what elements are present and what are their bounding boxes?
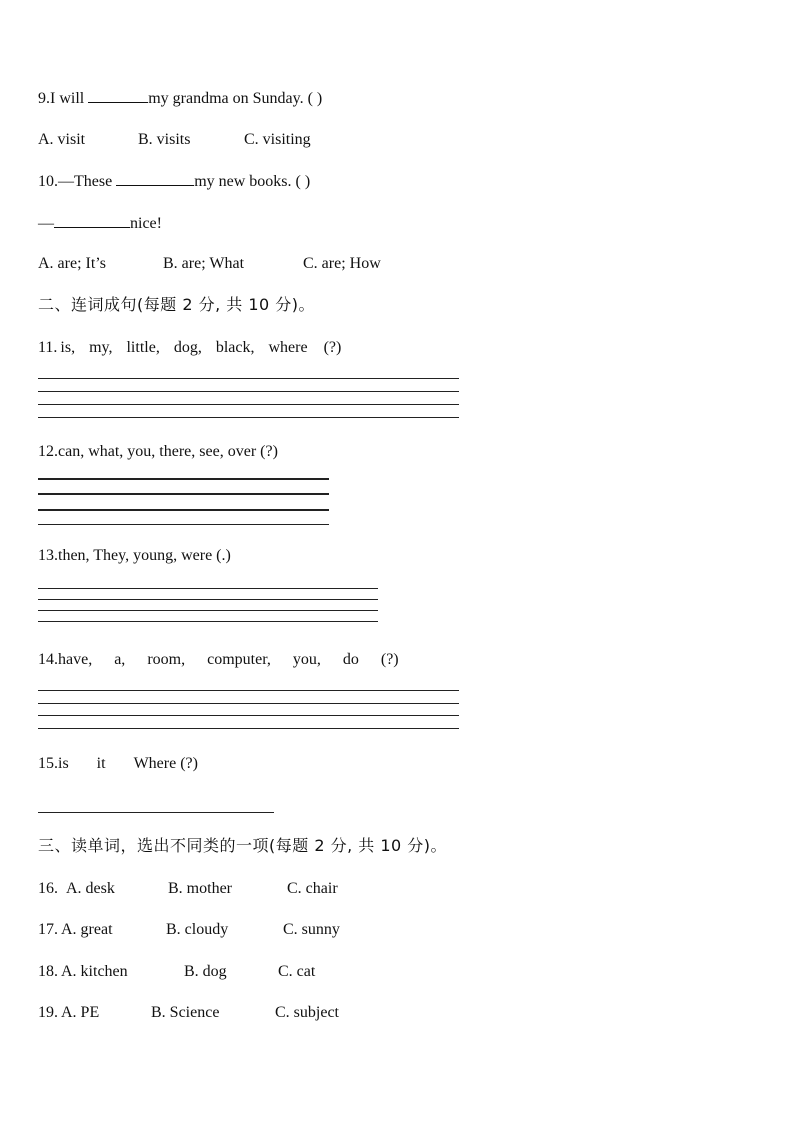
q9-option-b: B. visits [138,131,191,148]
q9-option-a: A. visit [38,131,86,148]
q19-option-b: B. Science [151,1004,220,1021]
q11-word: my, [89,339,113,356]
answer-line[interactable] [38,610,378,611]
q14-word: you, [292,651,321,668]
question-10-reply-dash: — [38,215,54,232]
q15-word: it [96,755,106,772]
q14-word: room, [147,651,186,668]
question-9-prefix: 9.I will [38,90,89,107]
question-9 [38,88,322,109]
answer-line[interactable] [38,728,459,729]
q15-word: Where (?) [133,755,198,772]
q14-word: (?) [380,651,399,668]
question-14 [38,650,399,670]
q19-option-c: C. subject [275,1004,339,1021]
q16-option-a: A. desk [66,880,115,897]
answer-line[interactable] [38,391,459,392]
question-17-number: 17. [38,921,58,938]
q10-option-b: B. are; What [163,255,245,272]
q9-option-c: C. visiting [244,131,311,148]
answer-line[interactable] [38,404,459,405]
question-15 [38,754,198,774]
section-2-heading: 二、连词成句(每题 2 分, 共 10 分)。 [38,295,316,314]
answer-line[interactable] [38,524,329,525]
question-10-suffix: my new books. ( ) [194,173,311,190]
q10-option-a: A. are; It’s [38,255,106,272]
q11-word: where [268,339,308,356]
question-11 [38,338,341,358]
q14-word: do [342,651,359,668]
question-10-prefix: 10.—These [38,173,117,190]
q17-option-a: A. great [61,921,113,938]
answer-line[interactable] [38,621,378,622]
answer-line[interactable] [38,493,329,495]
q14-word: computer, [207,651,271,668]
q11-word: is, [60,339,76,356]
q10-option-c: C. are; How [303,255,381,272]
question-12: 12.can, what, you, there, see, over (?) [38,443,278,460]
question-13: 13.then, They, young, were (.) [38,547,231,564]
answer-line[interactable] [38,417,459,418]
question-16-number: 16. [38,880,58,897]
q16-option-b: B. mother [168,880,232,897]
answer-line[interactable] [38,812,274,813]
answer-blank[interactable] [116,171,194,186]
q18-option-b: B. dog [184,963,227,980]
answer-line[interactable] [38,509,329,511]
question-11-number: 11. [38,339,58,356]
q19-option-a: A. PE [61,1004,100,1021]
question-10 [38,171,310,192]
q17-option-b: B. cloudy [166,921,229,938]
answer-line[interactable] [38,588,378,589]
answer-line[interactable] [38,478,329,480]
question-9-suffix: my grandma on Sunday. ( ) [148,90,323,107]
question-18-number: 18. [38,963,58,980]
q11-word: little, [126,339,160,356]
q16-option-c: C. chair [287,880,338,897]
q11-word: dog, [173,339,202,356]
question-14-number: 14. [38,651,58,668]
question-10-reply-suffix: nice! [130,215,162,232]
answer-blank[interactable] [54,213,130,228]
answer-blank[interactable] [88,88,148,103]
q18-option-a: A. kitchen [61,963,128,980]
answer-line[interactable] [38,690,459,691]
q14-word: have, [58,651,93,668]
question-19-number: 19. [38,1004,58,1021]
q11-word: (?) [323,339,342,356]
answer-line[interactable] [38,378,459,379]
q18-option-c: C. cat [278,963,316,980]
question-10-reply [38,213,162,234]
section-3-heading: 三、读单词，选出不同类的一项(每题 2 分, 共 10 分)。 [38,836,448,855]
answer-line[interactable] [38,599,378,600]
q14-word: a, [114,651,126,668]
q11-word: black, [215,339,255,356]
answer-line[interactable] [38,703,459,704]
question-15-number: 15. [38,755,58,772]
q15-word: is [58,755,69,772]
q17-option-c: C. sunny [283,921,340,938]
answer-line[interactable] [38,715,459,716]
